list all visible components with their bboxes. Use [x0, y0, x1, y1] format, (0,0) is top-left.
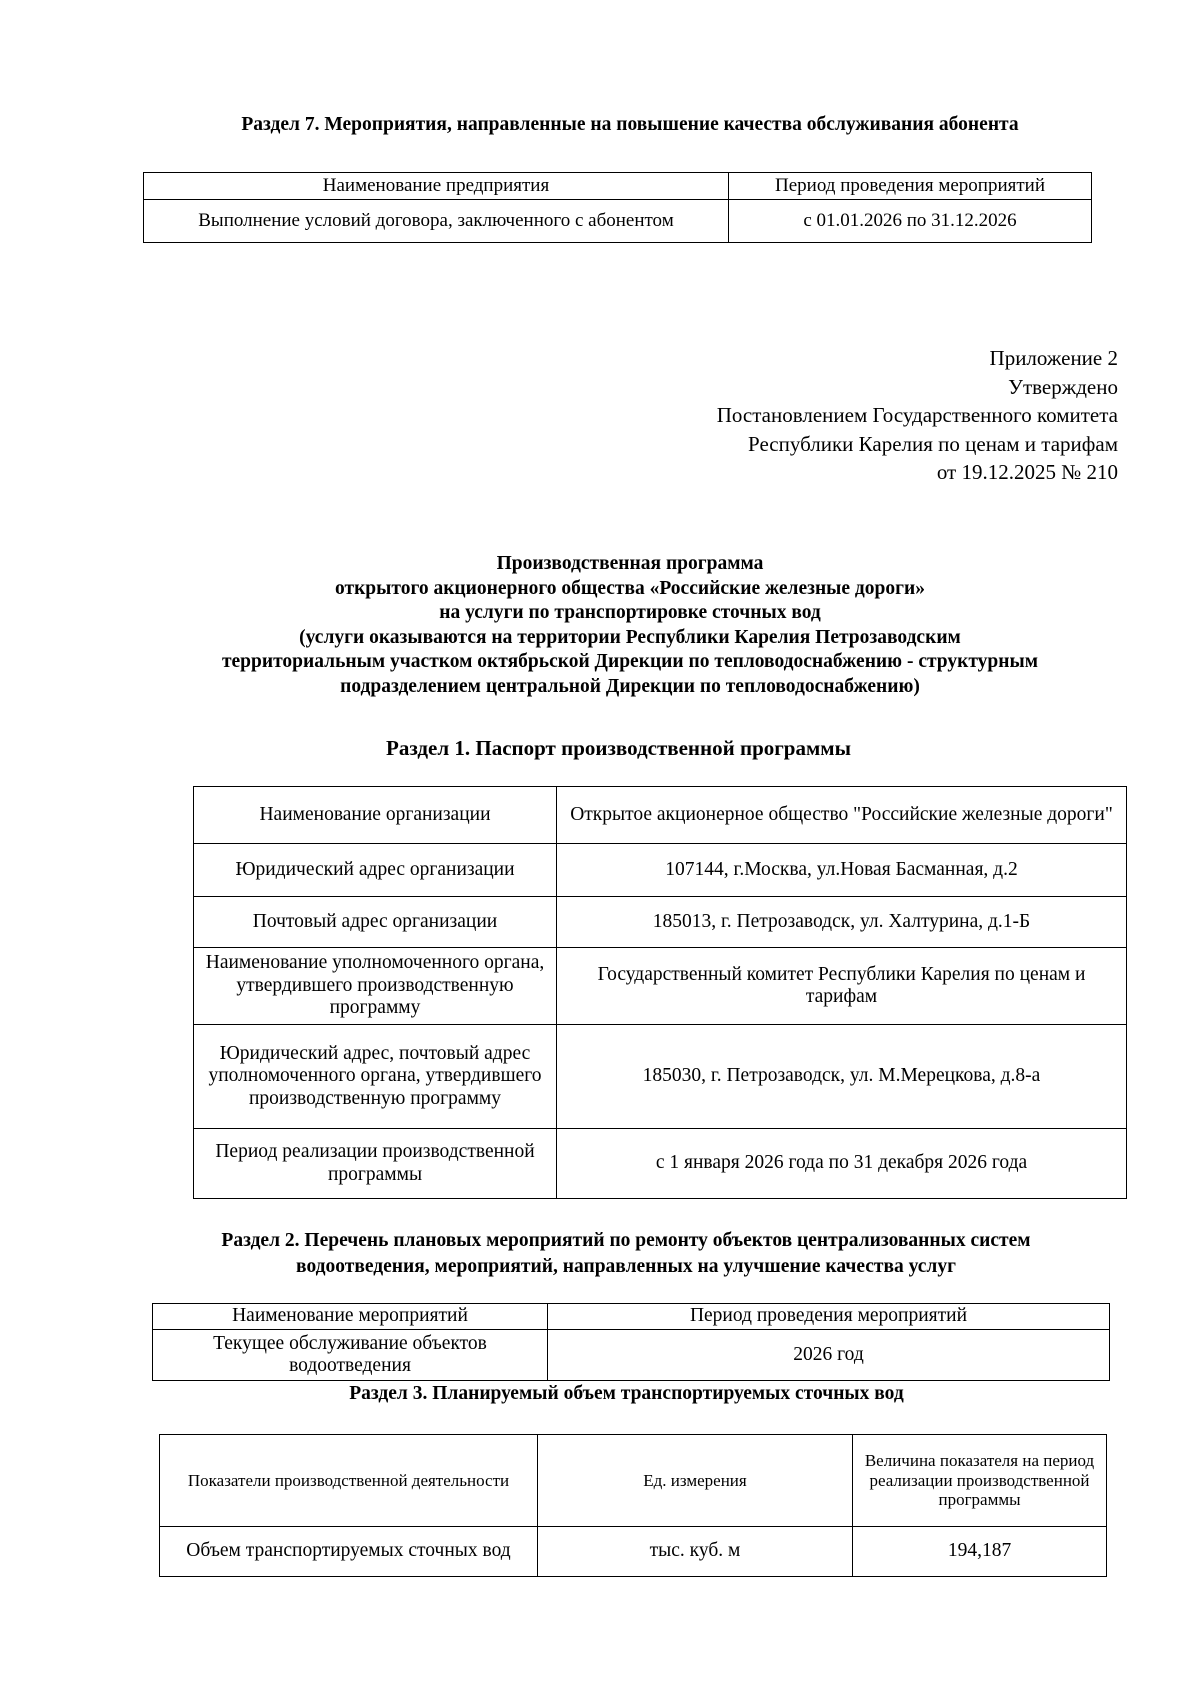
table-cell: тыс. куб. м: [538, 1527, 853, 1577]
program-title-line: Производственная программа: [496, 553, 764, 574]
table-row: [194, 844, 1127, 897]
program-title-line: открытого акционерного общества «Российские железные дороги»: [335, 577, 925, 599]
table-header-row: [153, 1304, 1110, 1330]
table-cell: 185030, г. Петрозаводск, ул. М.Мерецкова, д.8-а: [557, 1025, 1127, 1129]
table-row: [194, 1025, 1127, 1129]
table-cell: Объем транспортируемых сточных вод: [160, 1527, 538, 1577]
table-cell: 2026 год: [548, 1330, 1110, 1381]
program-title-line: (услуги оказываются на территории Республики Карелия Петрозаводским: [299, 626, 961, 648]
approval-block: [717, 344, 1118, 487]
table-cell: Государственный комитет Республики Карелия по ценам и тарифам: [557, 948, 1127, 1025]
table-row: [194, 948, 1127, 1025]
section2-title-line: водоотведения, мероприятий, направленных на улучшение качества услуг: [296, 1256, 956, 1277]
table-header-row: [144, 173, 1092, 200]
program-title-line: территориальным участком октябрьской Дирекции по тепловодоснабжению - структурным: [221, 651, 1039, 673]
table-header-cell: Величина показателя на период реализации производственной программы: [853, 1435, 1107, 1527]
table-cell: с 01.01.2026 по 31.12.2026: [729, 200, 1092, 243]
approval-line: Постановлением Государственного комитета: [716, 403, 1118, 427]
section1-table: [193, 786, 1127, 1199]
table-header-cell: Наименование мероприятий: [153, 1304, 548, 1330]
section2-title-line: Раздел 2. Перечень плановых мероприятий по ремонту объектов централизованных систем: [221, 1230, 1031, 1251]
program-title-line: подразделением центральной Дирекции по тепловодоснабжению): [340, 675, 920, 697]
table-cell: 194,187: [853, 1527, 1107, 1577]
table-cell: 185013, г. Петрозаводск, ул. Халтурина, д.1-Б: [557, 897, 1127, 948]
section7-title: Раздел 7. Мероприятия, направленные на повышение качества обслуживания абонента: [241, 114, 1019, 135]
table-cell: Наименование уполномоченного органа, утвердившего производственную программу: [194, 948, 557, 1025]
section7-table: [143, 172, 1092, 243]
table-row: [194, 897, 1127, 948]
table-cell: Открытое акционерное общество "Российские железные дороги": [557, 787, 1127, 844]
table-cell: Наименование организации: [194, 787, 557, 844]
section1-title: Раздел 1. Паспорт производственной программы: [386, 736, 851, 760]
table-header-cell: Период проведения мероприятий: [729, 173, 1092, 200]
table-cell: Текущее обслуживание объектов водоотведения: [153, 1330, 548, 1381]
table-row: [160, 1527, 1107, 1577]
table-cell: Юридический адрес организации: [194, 844, 557, 897]
table-cell: с 1 января 2026 года по 31 декабря 2026 года: [557, 1129, 1127, 1199]
table-header-cell: Период проведения мероприятий: [548, 1304, 1110, 1330]
table-row: [194, 1129, 1127, 1199]
table-row: [153, 1330, 1110, 1381]
approval-line: от 19.12.2025 № 210: [936, 460, 1118, 484]
approval-line: Утверждено: [1008, 374, 1118, 399]
table-header-row: [160, 1435, 1107, 1527]
table-header-cell: Показатели производственной деятельности: [160, 1435, 538, 1527]
approval-line: Приложение 2: [989, 346, 1118, 370]
table-header-cell: Наименование предприятия: [144, 173, 729, 200]
program-title: [0, 552, 1200, 700]
table-cell: Юридический адрес, почтовый адрес уполномоченного органа, утвердившего производственную программу: [194, 1025, 557, 1129]
approval-line: Республики Карелия по ценам и тарифам: [748, 431, 1118, 456]
table-row: [144, 200, 1092, 243]
table-cell: Почтовый адрес организации: [194, 897, 557, 948]
section2-table: [152, 1303, 1110, 1381]
table-cell: Период реализации производственной программы: [194, 1129, 557, 1199]
table-cell: 107144, г.Москва, ул.Новая Басманная, д.2: [557, 844, 1127, 897]
table-header-cell: Ед. измерения: [538, 1435, 853, 1527]
section2-title: [0, 1228, 1200, 1280]
program-title-line: на услуги по транспортировке сточных вод: [439, 602, 821, 624]
table-cell: Выполнение условий договора, заключенного с абонентом: [144, 200, 729, 243]
section3-title: Раздел 3. Планируемый объем транспортируемых сточных вод: [349, 1383, 904, 1404]
table-row: [194, 787, 1127, 844]
section3-table: [159, 1434, 1107, 1577]
